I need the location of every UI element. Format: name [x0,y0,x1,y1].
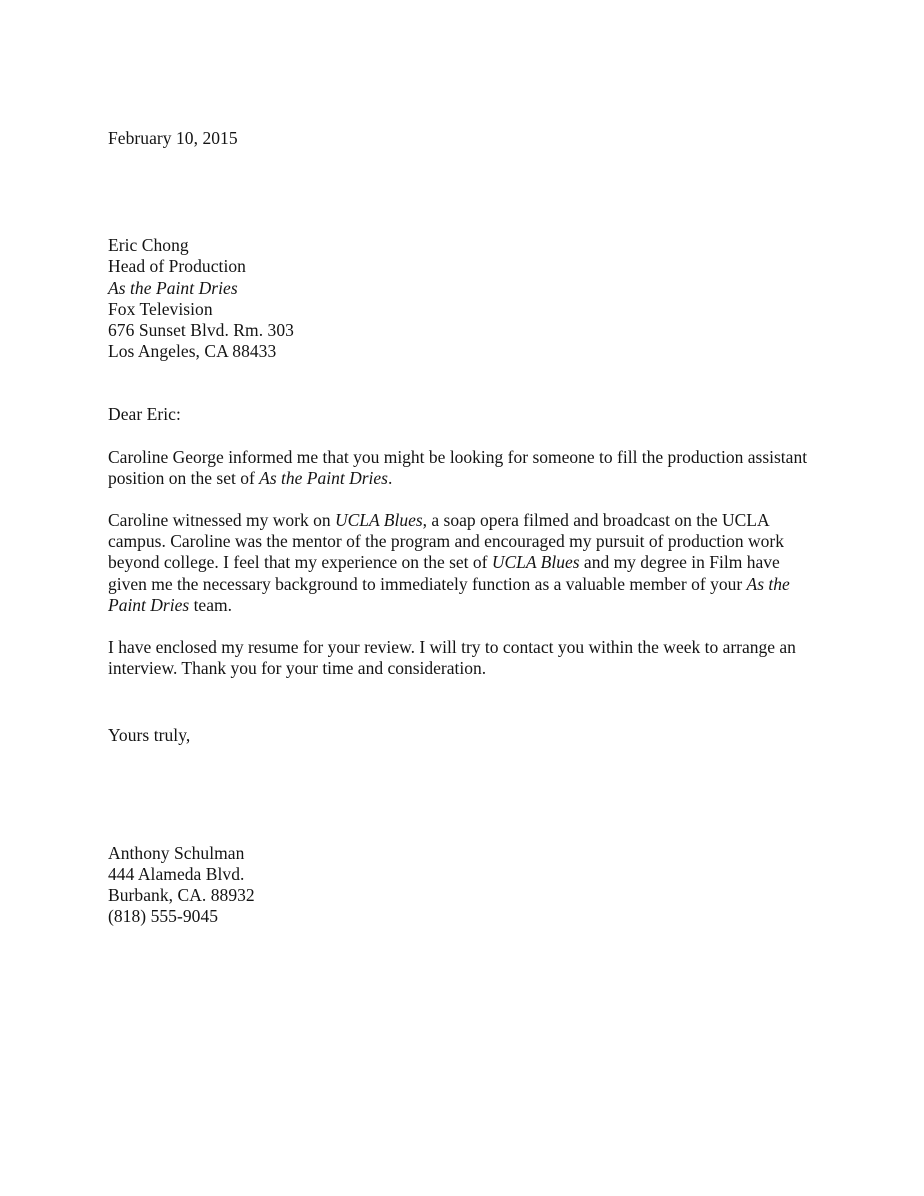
spacer-after-recipient [108,362,818,404]
sender-signature-block [108,843,818,928]
recipient-title: Head of Production [108,256,246,277]
recipient-company: Fox Television [108,298,213,319]
sender-city-state-zip: Burbank, CA. 88932 [108,885,255,906]
sender-phone: (818) 555-9045 [108,906,219,927]
spacer-after-salutation [108,426,818,447]
italic-title-paragraph-2-1: UCLA Blues [334,510,423,531]
recipient-street: 676 Sunset Blvd. Rm. 303 [108,320,294,341]
text-run-paragraph-2-6: team. [189,594,232,615]
date-text: February 10, 2015 [108,128,238,148]
text-run-paragraph-1-2: . [387,467,393,488]
text-run-paragraph-1-0: Caroline George informed me that you might be looking for someone to fill the production assistant position on the set of [108,446,808,488]
closing [108,725,818,746]
spacer-after-paragraph-2 [108,616,818,637]
spacer-after-paragraph-1 [108,489,818,510]
recipient-address-block [108,235,818,362]
italic-title-paragraph-2-3: UCLA Blues [491,552,580,573]
text-run-paragraph-2-0: Caroline witnessed my work on [108,510,335,531]
spacer-after-date [108,149,818,235]
sender-street: 444 Alameda Blvd. [108,863,245,884]
signature-space [108,747,818,843]
salutation-text: Dear Eric: [108,404,181,425]
recipient-show-title: As the Paint Dries [108,277,238,298]
text-run-paragraph-2-2: , a soap opera filmed and broadcast on the UCLA campus. Caroline was the mentor of the program and encouraged my pursuit of production work beyond college. I feel that my experience on the set of [108,510,784,573]
recipient-name: Eric Chong [108,235,189,256]
body-paragraph-2 [108,510,818,616]
date-line [108,128,818,149]
body-paragraph-3 [108,637,818,679]
closing-text: Yours truly, [108,725,191,746]
body-paragraph-1 [108,447,818,489]
text-run-paragraph-2-4: and my degree in Film have given me the necessary background to immediately function as a valuable member of your [108,552,780,594]
sender-name: Anthony Schulman [108,842,245,863]
italic-title-paragraph-2-5: As the Paint Dries [108,573,790,615]
italic-title-paragraph-1-1: As the Paint Dries [259,467,388,488]
recipient-city-state-zip: Los Angeles, CA 88433 [108,341,277,362]
text-run-paragraph-3-0: I have enclosed my resume for your review. I will try to contact you within the week to arrange an interview. Thank you for your time and consideration. [108,637,796,679]
spacer-before-closing [108,679,818,725]
salutation [108,404,818,425]
letter-body [108,128,818,927]
